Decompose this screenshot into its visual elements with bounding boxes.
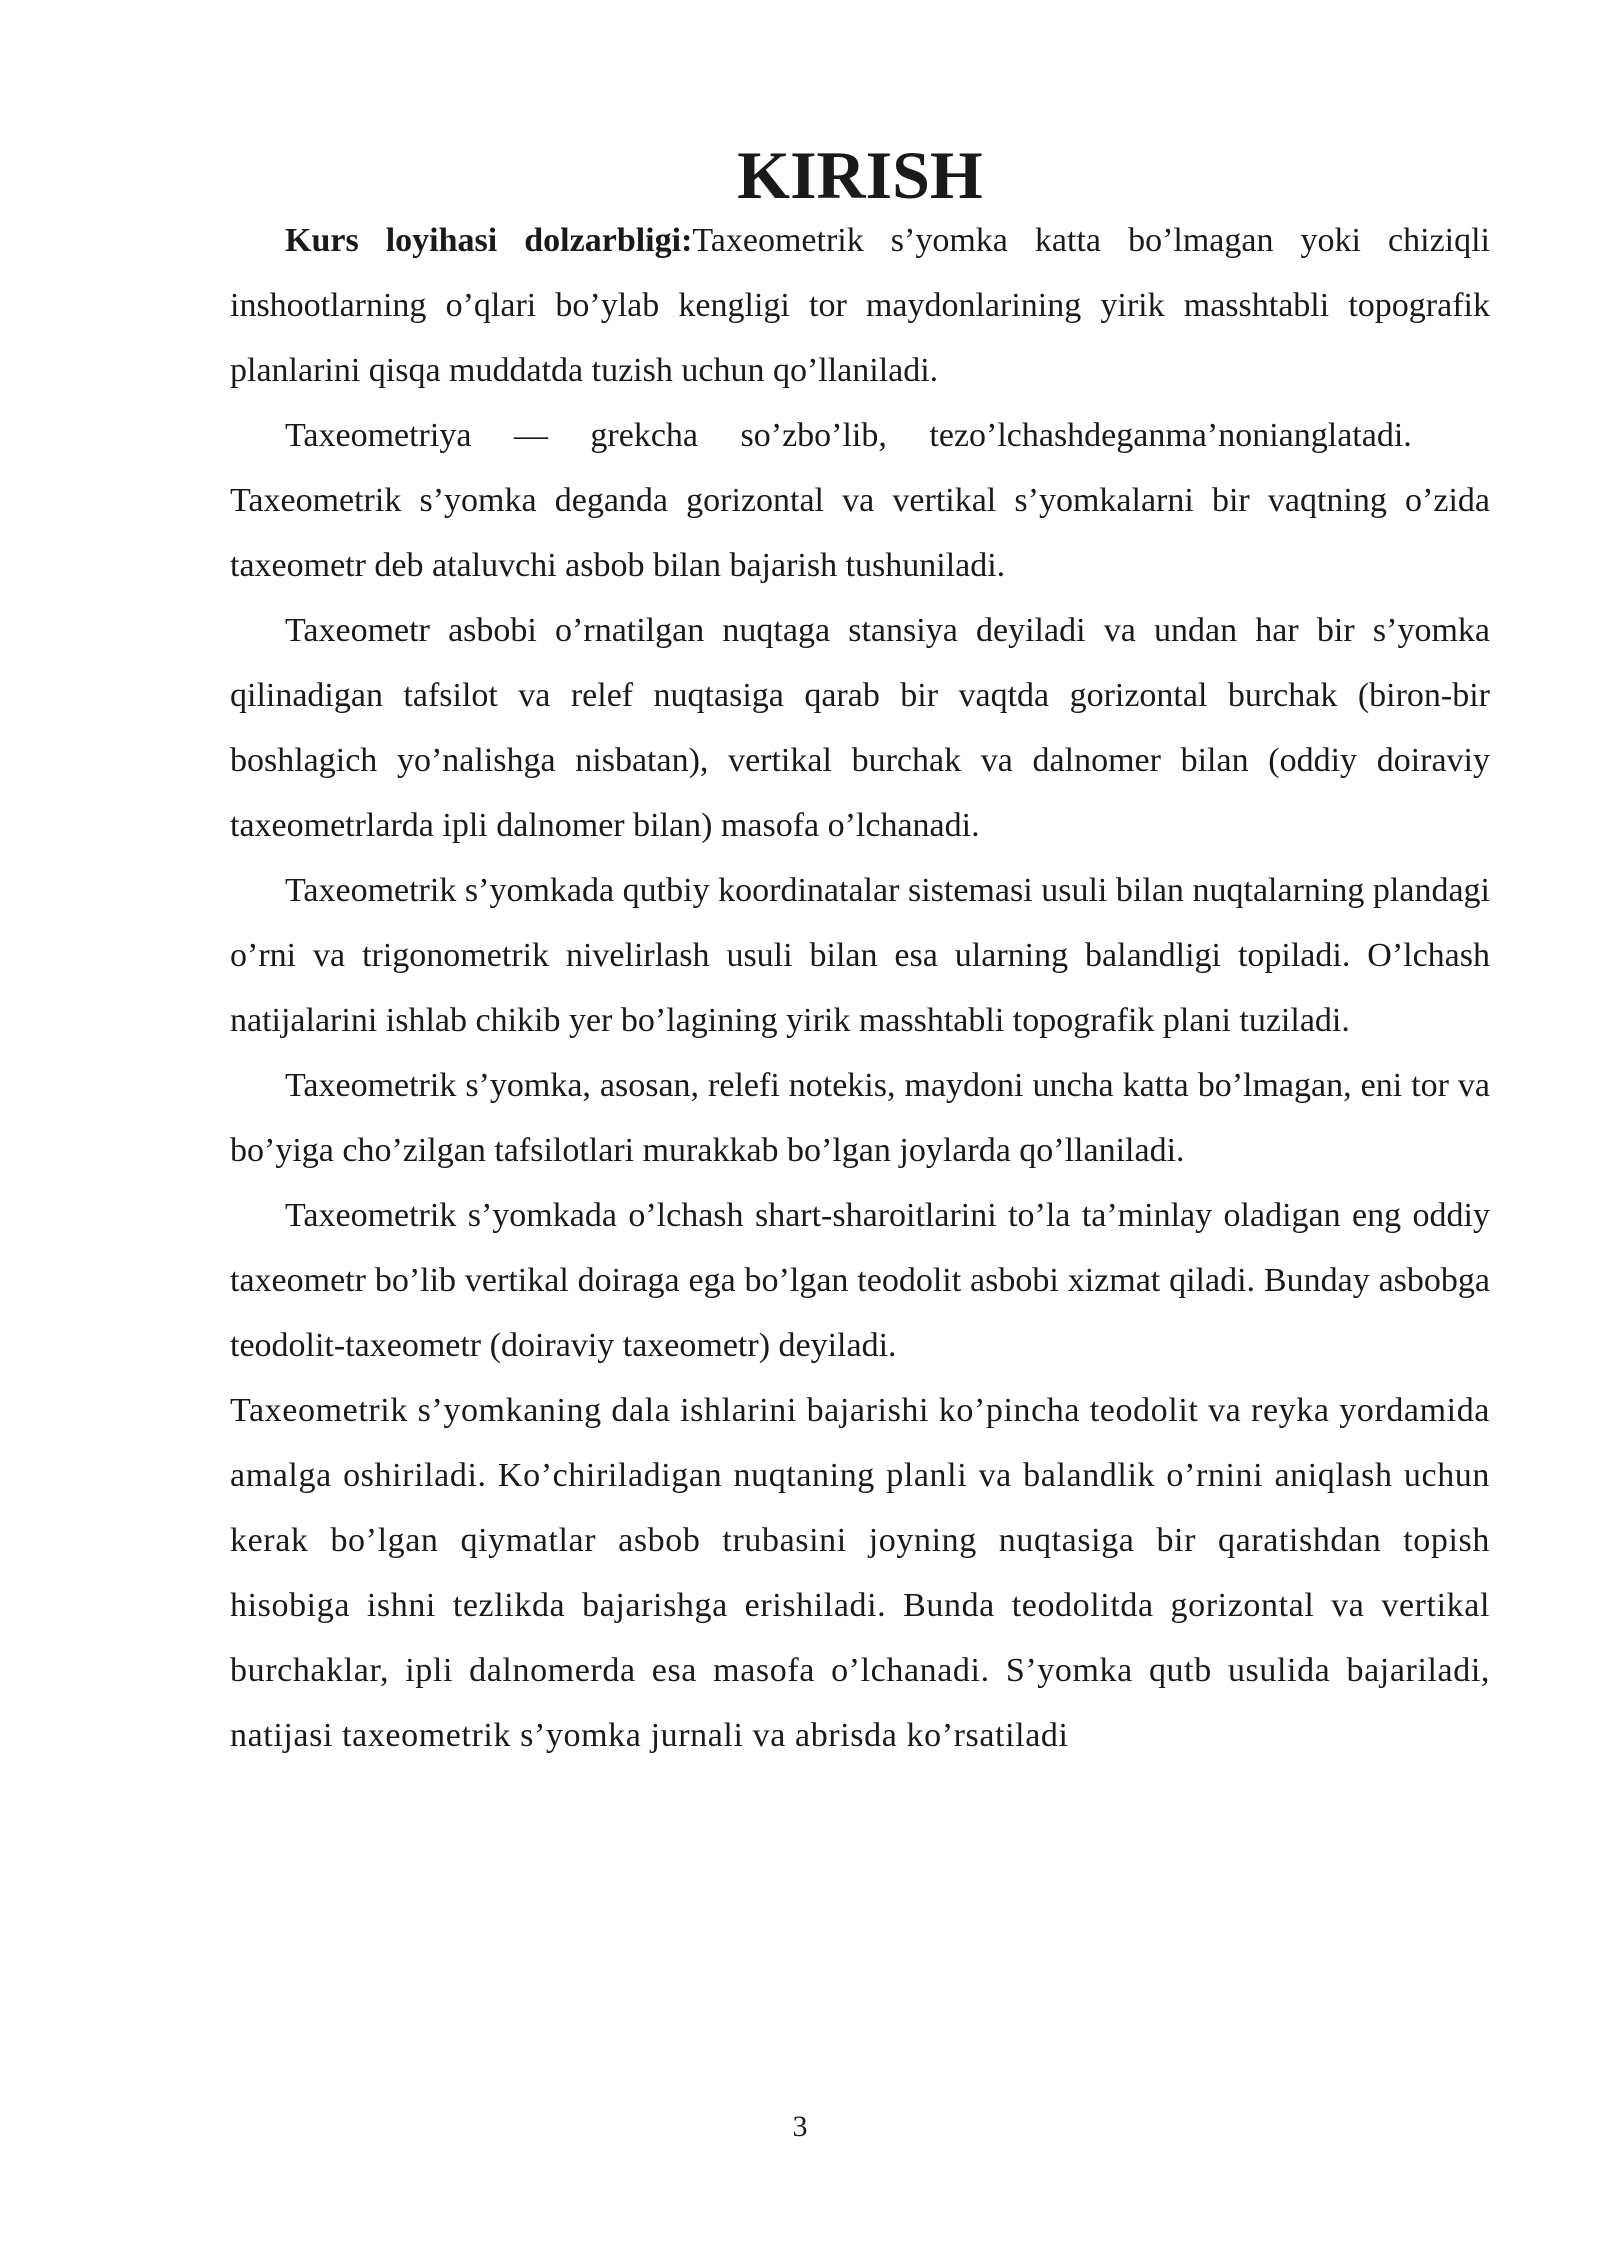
paragraph-text: Taxeometrik s’yomka katta bo’lmagan yoki chiziqli inshootlarning o’qlari bo’ylab kengligi tor maydonlarining yirik masshtabli topografik planlarini qisqa muddatda tuzish uchun qo’llaniladi. <box>230 222 1490 389</box>
page-number: 3 <box>792 2110 808 2143</box>
paragraph-relevance <box>230 208 1490 403</box>
paragraph-lead: Kurs loyihasi dolzarbligi: <box>285 222 693 259</box>
paragraph-definition <box>230 403 1490 598</box>
paragraph-text: Taxeometrik s’yomka deganda gorizontal va vertikal s’yomkalarni bir vaqtning o’zida taxeometr deb ataluvchi asbob bilan bajarish tushuniladi. <box>230 482 1490 584</box>
paragraph-field-work <box>230 1378 1490 1768</box>
paragraph-text: Taxeometrik s’yomkada qutbiy koordinatalar sistemasi usuli bilan nuqtalarning plandagi o’rni va trigonometrik nivelirlash usuli bilan esa ularning balandligi topiladi. O’lchash natijalarini ishlab chikib yer bo’lagining yirik masshtabli topografik plani tuziladi. <box>230 872 1490 1039</box>
paragraph-polar-coordinates <box>230 858 1490 1053</box>
paragraph-text: Taxeometr asbobi o’rnatilgan nuqtaga stansiya deyiladi va undan har bir s’yomka qilinadigan tafsilot va relef nuqtasiga qarab bir vaqtda gorizontal burchak (biron-bir boshlagich yo’nalishga nisbatan), vertikal burchak va dalnomer bilan (oddiy doiraviy taxeometrlarda ipli dalnomer bilan) masofa o’lchanadi. <box>230 612 1490 844</box>
paragraph-instrument <box>230 1183 1490 1378</box>
paragraph-application <box>230 1053 1490 1183</box>
paragraph-first-line: Taxeometriya — grekcha so’zbo’lib, tezo’lchashdeganma’nonianglatadi. <box>285 417 1412 454</box>
paragraph-text: Taxeometrik s’yomka, asosan, relefi notekis, maydoni uncha katta bo’lmagan, eni tor va bo’yiga cho’zilgan tafsilotlari murakkab bo’lgan joylarda qo’llaniladi. <box>230 1067 1490 1169</box>
page-heading: KIRISH <box>737 137 983 213</box>
paragraph-text: Taxeometrik s’yomkaning dala ishlarini bajarishi ko’pincha teodolit va reyka yordamida amalga oshiriladi. Ko’chiriladigan nuqtaning planli va balandlik o’rnini aniqlash uchun kerak bo’lgan qiymatlar asbob trubasini joyning nuqtasiga bir qaratishdan topish hisobiga ishni tezlikda bajarishga erishiladi. Bunda teodolitda gorizontal va vertikal burchaklar, ipli dalnomerda esa masofa o’lchanadi. S’yomka qutb usulida bajariladi, natijasi taxeometrik s’yomka jurnali va abrisda ko’rsatiladi <box>230 1392 1490 1754</box>
document-body <box>230 137 1490 1768</box>
paragraph-text: Taxeometrik s’yomkada o’lchash shart-sharoitlarini to’la ta’minlay oladigan eng oddiy taxeometr bo’lib vertikal doiraga ega bo’lgan teodolit asbobi xizmat qiladi. Bunday asbobga teodolit-taxeometr (doiraviy taxeometr) deyiladi. <box>230 1197 1490 1364</box>
paragraph-station <box>230 598 1490 858</box>
